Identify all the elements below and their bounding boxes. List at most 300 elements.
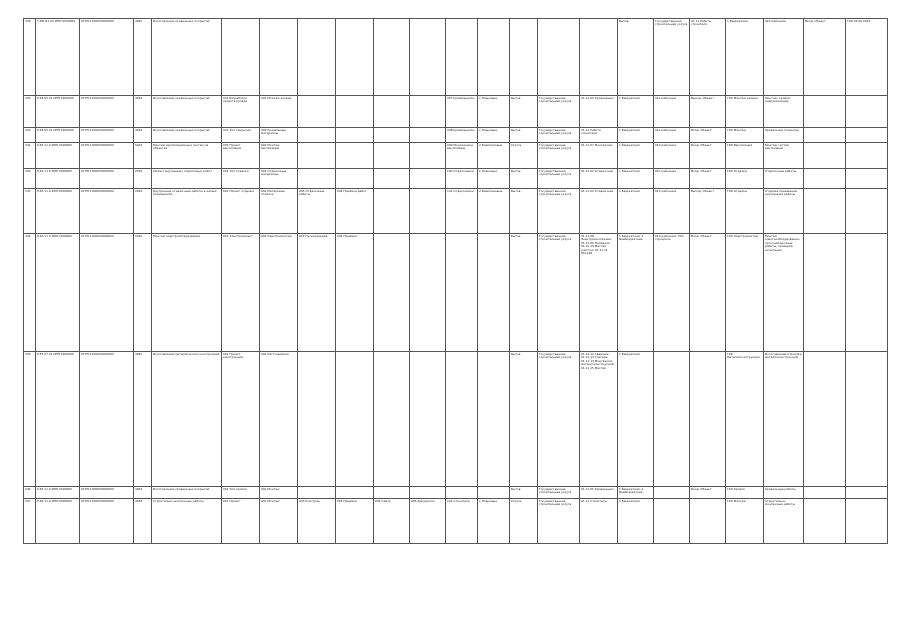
table-cell: [690, 352, 726, 487]
table-cell: [618, 352, 654, 487]
table-cell: [374, 487, 410, 499]
table-cell: [764, 352, 804, 487]
table-cell: [654, 189, 690, 234]
table-cell: [222, 19, 260, 96]
table-cell: [24, 499, 36, 544]
cell-text: 002 Кровельные материалы: [261, 127, 287, 135]
cell-text: 340: [25, 127, 31, 132]
cell-text: 010 районное: [765, 18, 787, 23]
table-cell: [24, 234, 36, 352]
table-cell: [36, 169, 80, 189]
table-cell: [580, 189, 618, 234]
table-cell: [478, 96, 510, 128]
cell-text: 5050: [135, 233, 143, 238]
cell-text: 341: [25, 142, 31, 147]
cell-text: Р.83.05.01 ИНН:0000000: [37, 95, 74, 100]
table-cell: [298, 19, 336, 96]
cell-text: ГКК Монтаж кровли: [727, 95, 758, 100]
table-cell: [618, 128, 654, 143]
table-cell: [298, 189, 336, 234]
table-cell: [260, 352, 298, 487]
table-cell: [654, 143, 690, 169]
cell-text: 1 Плановые: [479, 95, 497, 100]
table-cell: [846, 128, 888, 143]
table-cell: [580, 96, 618, 128]
table-cell: [134, 169, 152, 189]
table-cell: [134, 487, 152, 499]
cell-text: 1 Бюджетная: [619, 168, 640, 173]
table-cell: [446, 234, 478, 352]
cell-text: Р.83.11.0 ИНН:0000000: [37, 142, 72, 147]
table-cell: [446, 169, 478, 189]
table-cell: [726, 19, 764, 96]
table-cell: [152, 352, 222, 487]
cell-text: 1 Плановые: [479, 168, 497, 173]
cell-text: Бытов: [511, 351, 521, 356]
cell-text: 1 Бюджетная: [619, 351, 640, 356]
cell-text: 1 Бюджетная: [619, 498, 640, 503]
cell-text: Бытов: [511, 95, 521, 100]
cell-text: Монтаж вентиляционных систем на объектах: [153, 142, 209, 150]
table-cell: [764, 499, 804, 544]
cell-text: 345: [25, 351, 31, 356]
cell-text: 1 Бюджетная: [619, 127, 640, 132]
table-cell: [726, 189, 764, 234]
cell-text: 004 Приёмка: [337, 498, 357, 503]
table-cell: [580, 143, 618, 169]
cell-text: 1 Бюджетная: [619, 188, 640, 193]
cell-text: 01.11.05 Кровельщик: [581, 95, 614, 100]
table-cell: [222, 487, 260, 499]
register-table-sheet: [23, 18, 879, 607]
table-cell: [374, 143, 410, 169]
cell-text: Изготовление металлических конструкций: [153, 351, 220, 356]
cell-text: 010 районное; 020 городское: [655, 233, 684, 241]
cell-text: 010 районное: [655, 127, 677, 132]
table-cell: [152, 143, 222, 169]
cell-text: 01.11 Строитель: [581, 498, 607, 503]
table-cell: [726, 143, 764, 169]
cell-text: 342: [25, 168, 31, 173]
table-cell: [260, 143, 298, 169]
table-cell: [336, 96, 374, 128]
table-cell: [764, 169, 804, 189]
table-cell: [538, 143, 580, 169]
cell-text: 347: [25, 498, 31, 503]
table-cell: [654, 96, 690, 128]
cell-text: 097 Кровельщики: [447, 95, 475, 100]
table-cell: [478, 169, 510, 189]
cell-text: ОГРН:1000000000000: [81, 233, 114, 238]
cell-text: ГКК Вентиляция: [727, 142, 753, 147]
cell-text: 1 Бюджетная: [619, 142, 640, 147]
table-cell: [726, 499, 764, 544]
table-cell: [260, 169, 298, 189]
table-cell: [152, 234, 222, 352]
table-cell: [260, 96, 298, 128]
table-cell: [510, 499, 538, 544]
table-cell: [690, 189, 726, 234]
cell-text: 010 районное: [655, 95, 677, 100]
cell-text: Государственная строительная услуга: [539, 95, 572, 103]
table-cell: [538, 96, 580, 128]
table-cell: [538, 487, 580, 499]
cell-text: ГКК Монтаж: [727, 498, 746, 503]
table-cell: [336, 499, 374, 544]
cell-text: Государственная строительная услуга: [655, 18, 688, 26]
table-cell: [538, 352, 580, 487]
cell-text: ГКК 03.06.2018: [847, 18, 871, 23]
cell-text: Государственная строительная услуга: [539, 351, 572, 359]
cell-text: Кровельные работы: [765, 486, 796, 491]
table-cell: [618, 487, 654, 499]
cell-text: Вход: Объект: [691, 233, 712, 238]
table-cell: [298, 143, 336, 169]
table-cell: [152, 189, 222, 234]
table-cell: [726, 352, 764, 487]
table-row: [24, 96, 888, 128]
cell-text: 099 Монтажники вентиляции: [447, 142, 474, 150]
table-cell: [410, 487, 446, 499]
table-cell: [804, 169, 846, 189]
table-cell: [538, 189, 580, 234]
table-cell: [222, 234, 260, 352]
table-cell: [410, 96, 446, 128]
cell-text: Вход: Объект: [691, 127, 712, 132]
cell-text: 4067: [135, 18, 143, 23]
cell-text: 001 Проект конструкций: [223, 351, 243, 359]
table-cell: [336, 487, 374, 499]
table-cell: [804, 143, 846, 169]
cell-text: ГКК Отделка: [727, 168, 747, 173]
cell-text: Бытов: [511, 168, 521, 173]
cell-text: ГКК Электромонтаж: [727, 233, 759, 238]
cell-text: 002 Электромонтаж: [261, 233, 293, 238]
cell-text: 1 Плановые: [479, 127, 497, 132]
cell-text: Государственная строительная услуга: [539, 127, 572, 135]
cell-text: 344: [25, 233, 31, 238]
table-cell: [134, 128, 152, 143]
cell-text: 01.11.12 Сварщик; 01.11.13 Слесарь; 01.11.14 Монтажник металлоконструкций; 01.11.15 Мастер: [581, 351, 615, 370]
table-cell: [618, 96, 654, 128]
table-row: [24, 143, 888, 169]
cell-text: 4063: [135, 127, 143, 132]
table-cell: [846, 487, 888, 499]
table-cell: [134, 499, 152, 544]
table-cell: [726, 169, 764, 189]
table-cell: [804, 189, 846, 234]
cell-text: Государственная строительная услуга: [539, 486, 572, 494]
cell-text: 001 Тип кровли: [223, 486, 247, 491]
table-cell: [618, 234, 654, 352]
cell-text: 4081: [135, 351, 143, 356]
table-cell: [510, 143, 538, 169]
table-cell: [804, 234, 846, 352]
table-cell: [222, 189, 260, 234]
table-cell: [654, 352, 690, 487]
table-cell: [80, 189, 134, 234]
table-cell: [24, 169, 36, 189]
table-cell: [478, 352, 510, 487]
cell-text: Государственная строительная услуга: [539, 142, 572, 150]
table-cell: [134, 234, 152, 352]
cell-text: 343: [25, 188, 31, 193]
cell-text: Выход: Объект: [691, 95, 714, 100]
table-row: [24, 169, 888, 189]
table-cell: [80, 96, 134, 128]
table-cell: [764, 128, 804, 143]
table-cell: [374, 96, 410, 128]
table-cell: [374, 352, 410, 487]
table-cell: [298, 352, 336, 487]
table-cell: [580, 487, 618, 499]
table-cell: [36, 143, 80, 169]
table-cell: [446, 128, 478, 143]
table-cell: [446, 96, 478, 128]
table-cell: [510, 189, 538, 234]
table-cell: [478, 143, 510, 169]
table-cell: [260, 128, 298, 143]
cell-text: 1 Бюджетная; 2 Внебюджетная: [619, 233, 644, 241]
table-cell: [580, 19, 618, 96]
cell-text: 002 Монтаж вентиляции: [261, 142, 280, 150]
table-cell: [152, 128, 222, 143]
cell-text: Вход: Объект: [691, 168, 712, 173]
table-cell: [618, 169, 654, 189]
cell-text: 006 Документы: [411, 498, 435, 503]
table-cell: [804, 352, 846, 487]
cell-text: 002 Монтаж: [261, 498, 280, 503]
table-cell: [726, 128, 764, 143]
table-row: [24, 352, 888, 487]
table-row: [24, 19, 888, 96]
table-cell: [478, 128, 510, 143]
cell-text: Бытов: [511, 233, 521, 238]
cell-text: 2040: [135, 188, 143, 193]
table-cell: [410, 234, 446, 352]
table-cell: [24, 189, 36, 234]
cell-text: ОГРН:1000000000000: [81, 18, 114, 23]
table-cell: [222, 96, 260, 128]
table-cell: [374, 169, 410, 189]
cell-text: 003 Пусконаладка: [299, 233, 328, 238]
table-cell: [36, 128, 80, 143]
table-cell: [804, 19, 846, 96]
table-cell: [36, 234, 80, 352]
table-cell: [298, 128, 336, 143]
cell-text: 010 районное: [655, 142, 677, 147]
table-cell: [374, 19, 410, 96]
cell-text: Услуга: [511, 142, 522, 147]
cell-text: 003 Контроль: [299, 498, 320, 503]
cell-text: Кровельное покрытие: [765, 127, 799, 132]
table-cell: [134, 143, 152, 169]
table-cell: [846, 96, 888, 128]
cell-text: 1 Плановые: [479, 498, 497, 503]
table-cell: [726, 487, 764, 499]
cell-text: Государственная строительная услуга: [539, 233, 572, 241]
table-cell: [618, 189, 654, 234]
table-cell: [618, 499, 654, 544]
cell-text: Вход: Объект: [805, 18, 826, 23]
cell-text: 004 Приёмка работ: [337, 188, 367, 193]
table-row: [24, 189, 888, 234]
table-cell: [24, 352, 36, 487]
table-cell: [580, 352, 618, 487]
table-cell: [24, 19, 36, 96]
table-cell: [410, 128, 446, 143]
table-cell: [846, 189, 888, 234]
cell-text: Изготовление и монтаж металлоконструкций: [765, 351, 802, 359]
table-cell: [298, 234, 336, 352]
table-cell: [690, 487, 726, 499]
table-cell: [510, 352, 538, 487]
table-cell: [510, 169, 538, 189]
cell-text: ОГРН:1000000000000: [81, 486, 114, 491]
cell-text: Р.83.11.0 ИНН:0000000: [37, 233, 72, 238]
table-cell: [410, 499, 446, 544]
cell-text: 5022: [135, 142, 143, 147]
table-cell: [80, 499, 134, 544]
cell-text: 339: [25, 95, 31, 100]
table-cell: [804, 487, 846, 499]
cell-text: 4063: [135, 486, 143, 491]
cell-text: Государственная строительная услуга: [539, 498, 572, 506]
table-cell: [726, 96, 764, 128]
table-cell: [580, 499, 618, 544]
table-cell: [80, 234, 134, 352]
cell-text: 01.11.02 Отделочник: [581, 168, 614, 173]
cell-text: Монтаж электрооборудования; пусконаладочные работы; проверка; испытания: [765, 233, 800, 252]
table-cell: [336, 169, 374, 189]
cell-text: Монтаж электрооборудования: [153, 233, 200, 238]
table-cell: [410, 143, 446, 169]
cell-text: 338: [25, 18, 31, 23]
table-cell: [804, 128, 846, 143]
cell-text: Отделочные работы: [765, 168, 797, 173]
table-cell: [410, 169, 446, 189]
table-cell: [478, 234, 510, 352]
table-cell: [690, 96, 726, 128]
cell-text: Строительно-монтажные работы: [765, 498, 795, 506]
table-cell: [24, 96, 36, 128]
table-cell: [374, 499, 410, 544]
cell-text: 001 Разработка проекта кровли: [223, 95, 248, 103]
table-cell: [690, 169, 726, 189]
table-cell: [690, 234, 726, 352]
table-cell: [478, 19, 510, 96]
cell-text: Г.85Н12.03 ИНН:0000000: [37, 18, 76, 23]
cell-text: Бытов: [511, 486, 521, 491]
table-cell: [726, 234, 764, 352]
cell-text: 002 Монтаж: [261, 486, 280, 491]
table-cell: [654, 19, 690, 96]
cell-text: 002 Материалы отделки: [261, 188, 285, 196]
cell-text: 2 Внеплановые: [479, 188, 503, 193]
cell-text: 001 Проект: [223, 498, 241, 503]
table-cell: [764, 19, 804, 96]
table-cell: [538, 169, 580, 189]
table-cell: [222, 169, 260, 189]
table-cell: [260, 499, 298, 544]
table-cell: [134, 19, 152, 96]
table-cell: [478, 487, 510, 499]
cell-text: Государственная строительная услуга: [539, 188, 572, 196]
table-row: [24, 234, 888, 352]
table-cell: [80, 19, 134, 96]
cell-text: Услуга: [511, 498, 522, 503]
cell-text: 002 Отделочные материалы: [261, 168, 287, 176]
cell-text: ОГРН:1000000000000: [81, 351, 114, 356]
cell-text: ГКК Отделка: [727, 188, 747, 193]
cell-text: Государственная строительная услуга: [539, 168, 572, 176]
table-cell: [152, 169, 222, 189]
cell-text: 01.11.02 Отделочник: [581, 188, 614, 193]
table-cell: [510, 234, 538, 352]
table-cell: [764, 487, 804, 499]
table-cell: [764, 234, 804, 352]
table-cell: [690, 128, 726, 143]
cell-text: Бытов: [619, 18, 629, 23]
cell-text: 2036: [135, 168, 143, 173]
table-cell: [446, 19, 478, 96]
table-cell: [24, 128, 36, 143]
cell-text: 1 Бюджетная: [727, 18, 748, 23]
table-cell: [336, 128, 374, 143]
table-cell: [846, 234, 888, 352]
table-cell: [36, 499, 80, 544]
table-cell: [24, 487, 36, 499]
register-table: [23, 18, 888, 544]
table-cell: [538, 19, 580, 96]
cell-text: Р.83.11.0 ИНН:0000000: [37, 188, 72, 193]
cell-text: Выход: Объект: [691, 188, 714, 193]
table-cell: [446, 352, 478, 487]
table-cell: [538, 128, 580, 143]
cell-text: Изготовление кровельных покрытий: [153, 127, 210, 132]
table-cell: [298, 499, 336, 544]
cell-text: 1 Бюджетная; 2 Внебюджетная: [619, 486, 644, 494]
table-cell: [336, 189, 374, 234]
cell-text: 346: [25, 486, 31, 491]
table-cell: [152, 487, 222, 499]
table-cell: [24, 143, 36, 169]
cell-text: 4063: [135, 95, 143, 100]
cell-text: 101 Отделочники: [447, 188, 474, 193]
table-cell: [654, 128, 690, 143]
cell-text: 010 районное: [655, 168, 677, 173]
table-cell: [580, 234, 618, 352]
table-cell: [510, 487, 538, 499]
cell-text: 004 Приёмка: [337, 233, 357, 238]
table-cell: [222, 499, 260, 544]
table-cell: [152, 499, 222, 544]
cell-text: Р.83.11.0 ИНН:0000000: [37, 486, 72, 491]
table-cell: [80, 352, 134, 487]
cell-text: 01.11 Работа строителя: [691, 18, 711, 26]
table-cell: [374, 128, 410, 143]
table-cell: [510, 96, 538, 128]
table-cell: [764, 143, 804, 169]
cell-text: 002 Монтаж кровли: [261, 95, 292, 100]
table-cell: [336, 352, 374, 487]
table-cell: [846, 352, 888, 487]
table-cell: [134, 189, 152, 234]
table-cell: [446, 499, 478, 544]
cell-text: 01.11.08 Электромонтажник; 01.11.09 Наладчик; 01.11.10 Мастер участка; 01.11.11 Прораб: [581, 233, 613, 255]
cell-text: ОГРН:1000000000000: [81, 498, 114, 503]
cell-text: 1 Бюджетная: [619, 95, 640, 100]
